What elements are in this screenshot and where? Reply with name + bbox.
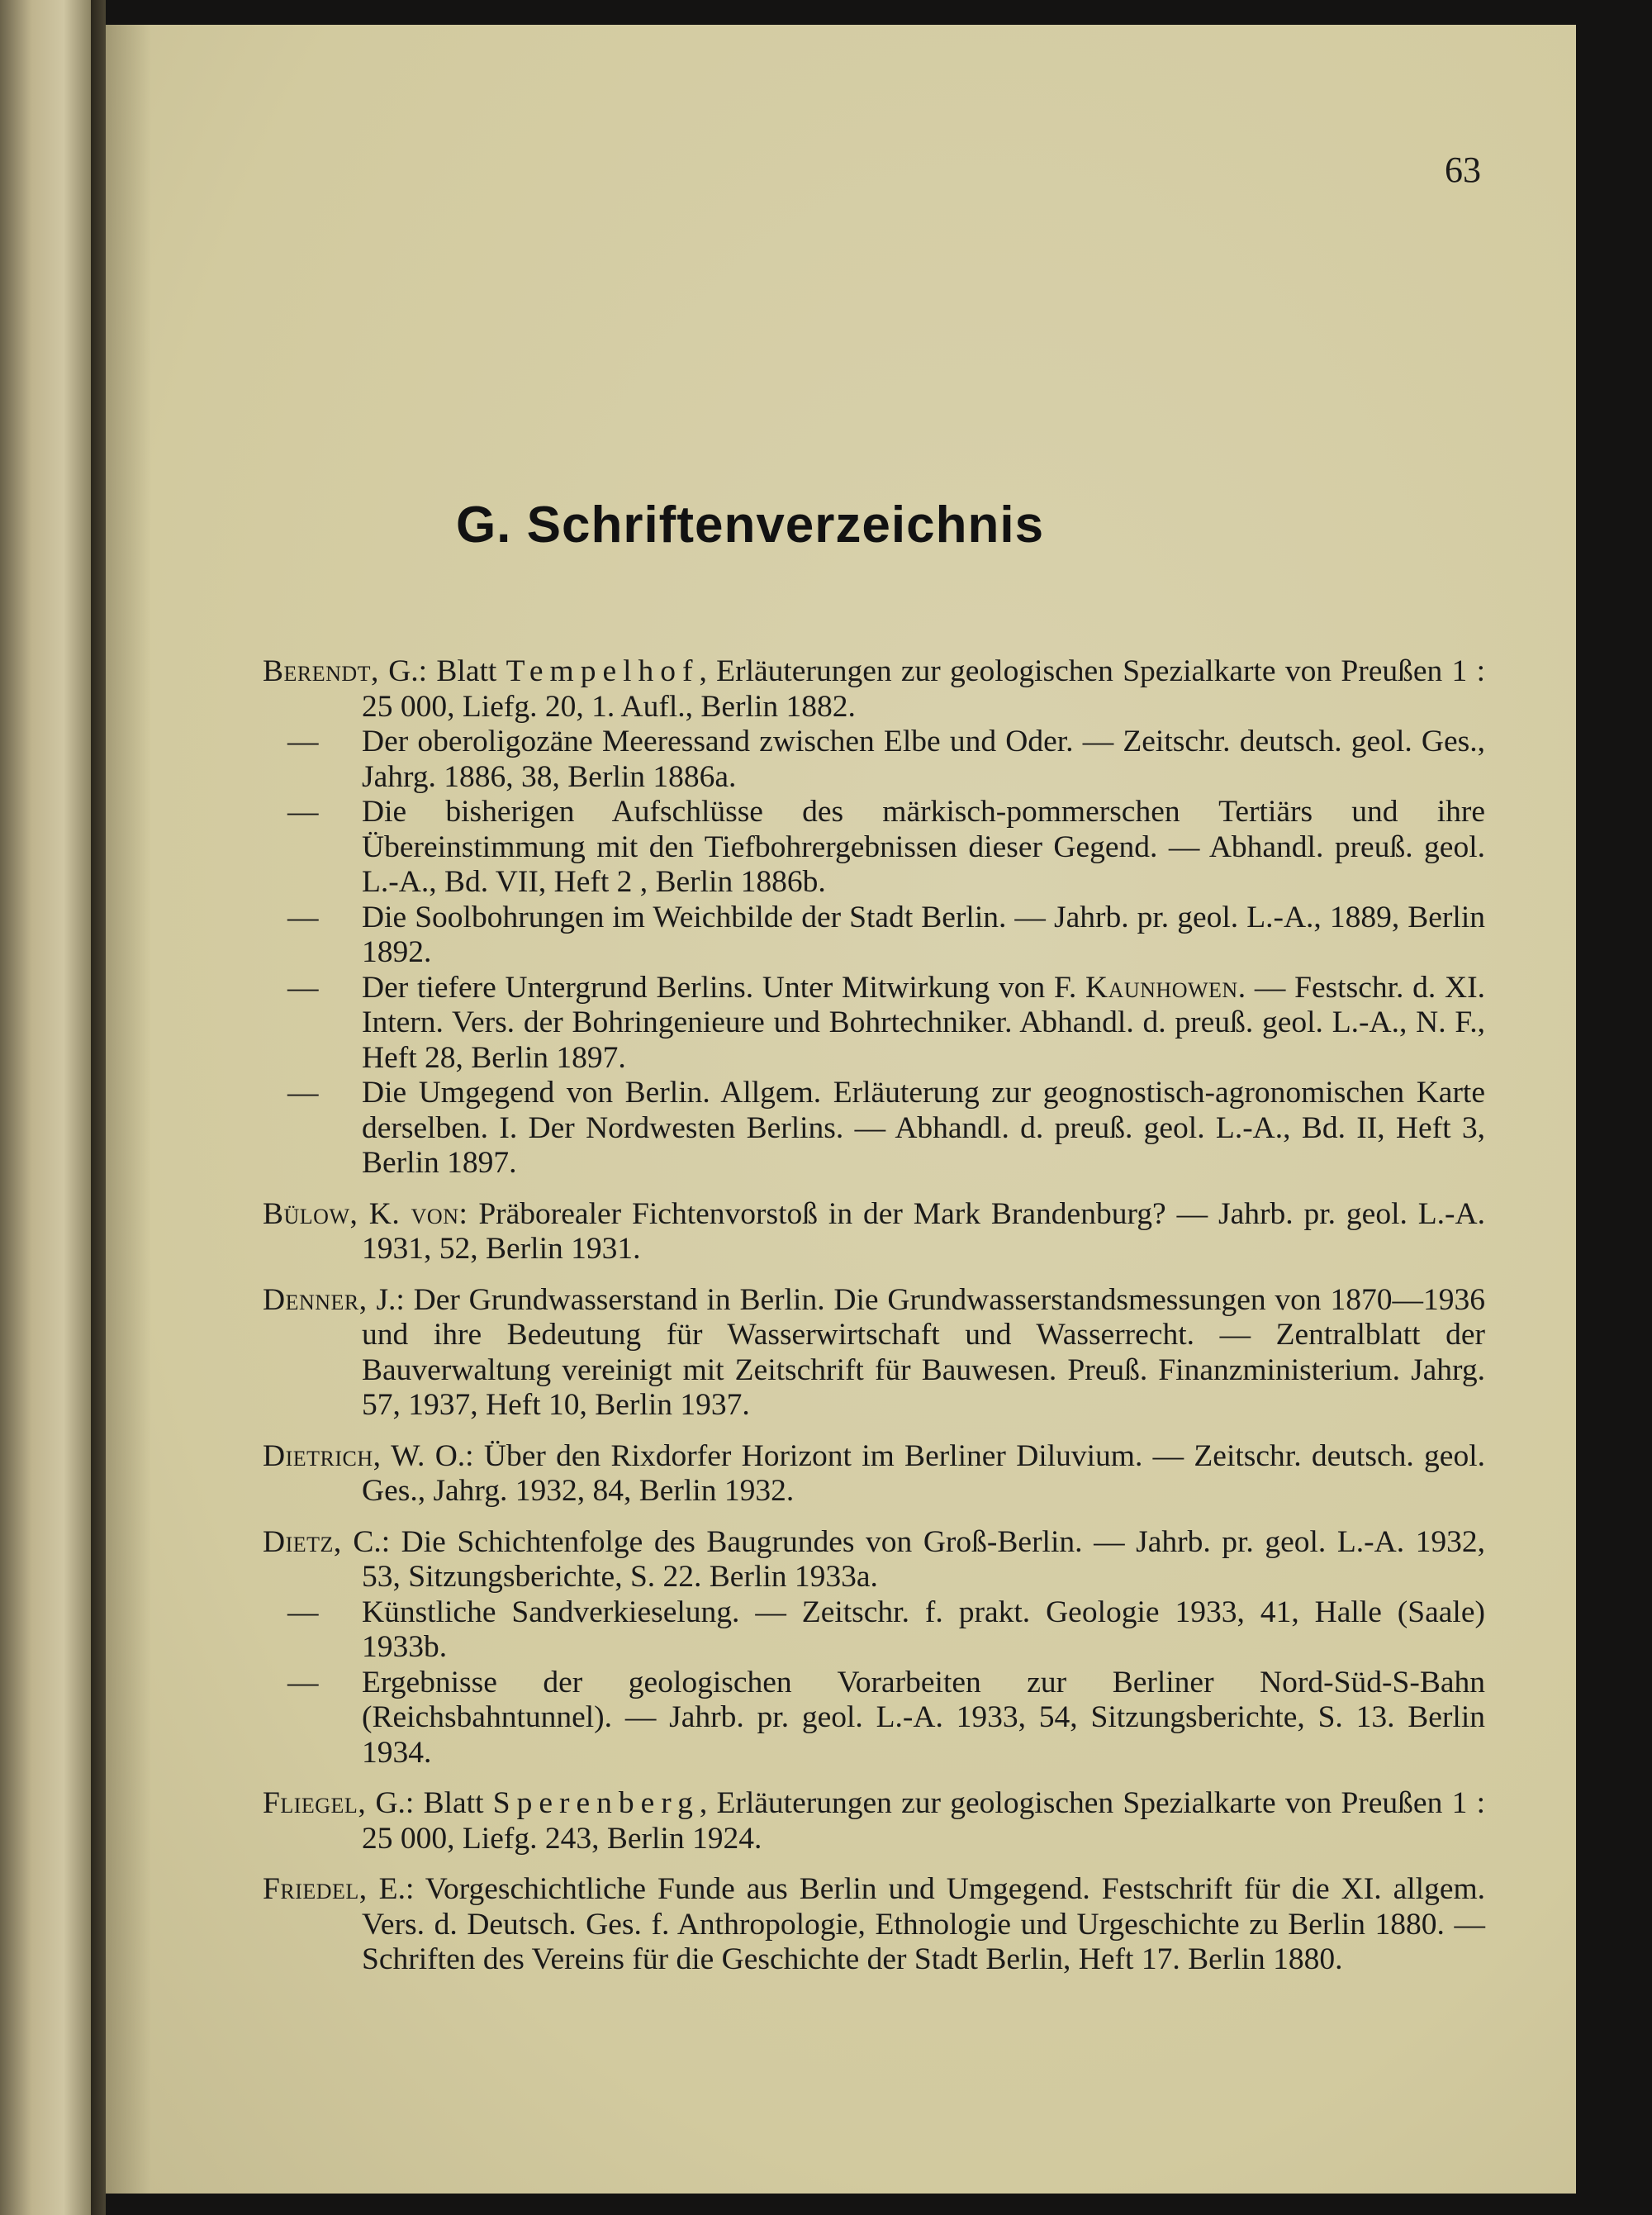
author-name: Denner, <box>263 1282 368 1317</box>
coauthor-name: Kaunhowen <box>1085 970 1238 1005</box>
facing-page-edge <box>0 0 91 2215</box>
bibliography-work <box>263 1872 1485 1978</box>
author-name: Fliegel, <box>263 1786 367 1820</box>
work-text: , Erläuterungen zur geologischen Spezialkarte von Preußen 1 : 25 000, Liefg. 243, Berlin 1924. <box>362 1786 1485 1856</box>
work-text: Die Schichtenfolge des Baugrundes von Groß-Berlin. — Jahrb. pr. geol. L.-A. 1932, 53, Sitzungsberichte, S. 22. Berlin 1933a. <box>362 1524 1485 1594</box>
bibliography-work <box>263 1595 1485 1666</box>
work-text: Ergebnisse der geologischen Vorarbeiten zur Berliner Nord-Süd-S-Bahn (Reichsbahntunnel). — Jahrb. pr. geol. L.-A. 1933, 54, Sitzungsberichte, S. 13. Berlin 1934. <box>362 1665 1485 1770</box>
work-text: Vorgeschichtliche Funde aus Berlin und Umgegend. Festschrift für die XI. allgem. Vers. d. Deutsch. Ges. f. Anthropologie, Ethnologie und Urgeschichte zu Berlin 1880. — Schriften des Vereins für die Geschichte der Stadt Berlin, Heft 17. Berlin 1880. <box>362 1872 1486 1976</box>
bibliography-work <box>263 1439 1485 1509</box>
work-text: Blatt <box>414 1786 493 1820</box>
author-initials: G.: <box>378 654 428 688</box>
author-initials: C.: <box>341 1524 391 1559</box>
ditto-dash: — <box>287 725 319 758</box>
work-text: Über den Rixdorfer Horizont im Berliner Diluvium. — Zeitschr. deutsch. geol. Ges., Jahrg. 1932, 84, Berlin 1932. <box>362 1438 1485 1508</box>
bibliography-entry-denner <box>263 1283 1485 1424</box>
ditto-dash: — <box>287 1076 319 1110</box>
bibliography-work <box>263 1666 1485 1771</box>
work-text: Blatt <box>427 654 506 688</box>
bibliography-entry-buelow <box>263 1197 1485 1267</box>
ditto-dash: — <box>287 795 319 829</box>
bibliography-work <box>263 1525 1485 1595</box>
page <box>106 25 1576 2194</box>
bibliography-entry-dietz <box>263 1525 1485 1771</box>
work-text: Der Grundwasserstand in Berlin. Die Grundwasserstandsmessungen von 1870—1936 und ihre Bedeutung für Wasserwirtschaft und Wasserrecht. — Zentralblatt der Bauverwaltung vereinigt mit Zeitschrift für Bauwesen. Preuß. Finanzministerium. Jahrg. 57, 1937, Heft 10, Berlin 1937. <box>362 1282 1485 1422</box>
bibliography <box>263 654 1485 1994</box>
bibliography-entry-dietrich <box>263 1439 1485 1509</box>
author-name: Dietz, <box>263 1524 342 1559</box>
map-sheet-name: Tempelhof <box>506 654 700 688</box>
bibliography-entry-fliegel <box>263 1786 1485 1856</box>
work-text: Der oberoligozäne Meeressand zwischen Elbe und Oder. — Zeitschr. deutsch. geol. Ges., Jahrg. 1886, 38, Berlin 1886a. <box>362 725 1485 794</box>
work-text: Die Umgegend von Berlin. Allgem. Erläuterung zur geognostisch-agronomischen Karte derselben. I. Der Nordwesten Berlins. — Abhandl. d. preuß. geol. L.-A., Bd. II, Heft 3, Berlin 1897. <box>362 1076 1485 1180</box>
ditto-dash: — <box>287 1665 319 1699</box>
work-text: , Erläuterungen zur geologischen Spezialkarte von Preußen 1 : 25 000, Liefg. 20, 1. Aufl., Berlin 1882. <box>362 654 1485 724</box>
bibliography-work <box>263 1076 1485 1181</box>
bibliography-work <box>263 901 1485 971</box>
author-initials: W. O.: <box>381 1438 474 1473</box>
bibliography-work <box>263 725 1485 795</box>
book-gutter-shadow <box>91 0 106 2215</box>
author-initials: G.: <box>366 1786 415 1820</box>
author-name: Berendt, <box>263 654 379 688</box>
page-number: 63 <box>1445 150 1481 190</box>
map-sheet-name: Sperenberg <box>492 1786 700 1820</box>
bibliography-work <box>263 1197 1485 1267</box>
work-text: Die Soolbohrungen im Weichbilde der Stadt Berlin. — Jahrb. pr. geol. L.-A., 1889, Berlin 1892. <box>362 900 1485 969</box>
author-initials: E.: <box>367 1872 415 1906</box>
bibliography-work <box>263 654 1485 725</box>
work-text: . — Festschr. d. XI. Intern. Vers. der Bohringenieure und Bohrtechniker. Abhandl. d. preuß. geol. L.-A., N. F., Heft 28, Berlin 1897. <box>362 970 1485 1075</box>
work-text: Der tiefere Untergrund Berlins. Unter Mitwirkung von F. <box>362 970 1086 1005</box>
bibliography-entry-friedel <box>263 1872 1485 1978</box>
author-name: Bülow, <box>263 1196 358 1231</box>
bibliography-work <box>263 1786 1485 1856</box>
gutter-shading <box>106 25 151 2194</box>
work-text: Künstliche Sandverkieselung. — Zeitschr. f. prakt. Geologie 1933, 41, Halle (Saale) 1933b. <box>362 1595 1485 1664</box>
author-name: Dietrich, <box>263 1438 382 1473</box>
work-text: Präborealer Fichtenvorstoß in der Mark Brandenburg? — Jahrb. pr. geol. L.-A. 1931, 52, Berlin 1931. <box>362 1196 1485 1266</box>
work-text: Die bisherigen Aufschlüsse des märkisch-pommerschen Tertiärs und ihre Übereinstimmung mit den Tiefbohrergebnissen dieser Gegend. — Abhandl. preuß. geol. L.-A., Bd. VII, Heft 2 , Berlin 1886b. <box>362 795 1485 899</box>
author-name: Friedel, <box>263 1872 368 1906</box>
author-initials: K. von: <box>358 1196 468 1231</box>
ditto-dash: — <box>287 1595 319 1629</box>
bibliography-work <box>263 795 1485 901</box>
ditto-dash: — <box>287 970 319 1005</box>
bibliography-entry-berendt <box>263 654 1485 1181</box>
ditto-dash: — <box>287 900 319 934</box>
bibliography-work <box>263 971 1485 1077</box>
bibliography-work <box>263 1283 1485 1424</box>
author-initials: J.: <box>367 1282 405 1317</box>
section-heading: G. Schriftenverzeichnis <box>455 497 1045 554</box>
